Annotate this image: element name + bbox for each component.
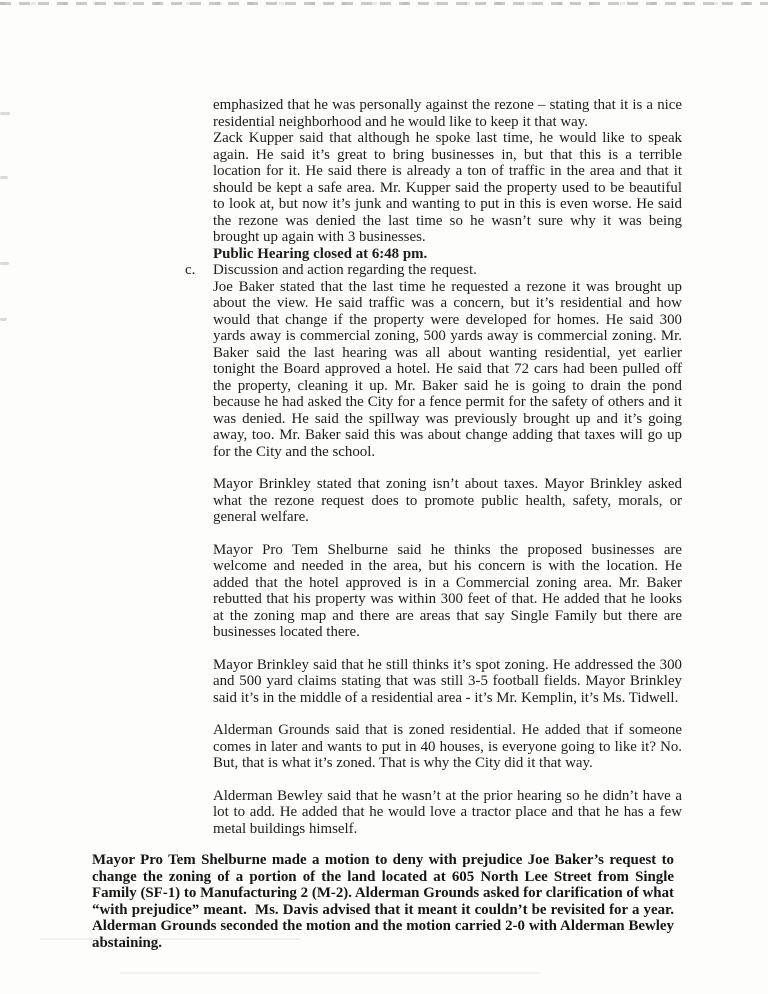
paragraph-joe-baker: Joe Baker stated that the last time he requested a rezone it was brought up about the view. He said traffic was a concern, but it’s residential and how would that change if the property were developed for homes. He said 300 yards away is commercial zoning, 500 yards away is commercial zoning. Mr. Baker said the last hearing was all about wanting residential, yet earlier tonight the Board approved a hotel. He said that 72 cars had been pulled off the property, cleaning it up. Mr. Baker said he is going to drain the pond because he had asked the City for a fence permit for the safety of others and it was denied. He said the spillway was previously brought up and it’s going away, too. Mr. Baker said this was about change adding that taxes will go up for the City and the school.	[213, 278, 682, 460]
agenda-item-c-marker: c.	[185, 262, 196, 278]
scan-smudge	[40, 938, 300, 940]
agenda-item-c	[185, 262, 682, 279]
scan-artifact-top-edge	[0, 2, 768, 5]
paragraph-emphasized-against-rezone: emphasized that he was personally against the rezone – stating that it is a nice residential neighborhood and he would like to keep it that way.	[213, 97, 682, 130]
scan-smudge	[0, 262, 9, 265]
paragraph-brinkley-taxes: Mayor Brinkley stated that zoning isn’t about taxes. Mayor Brinkley asked what the rezone request does to promote public health, safety, morals, or general welfare.	[213, 476, 682, 525]
agenda-item-c-text: Discussion and action regarding the request.	[213, 262, 477, 278]
motion-to-deny-paragraph: Mayor Pro Tem Shelburne made a motion to deny with prejudice Joe Baker’s request to change the zoning of a portion of the land located at 605 North Lee Street from Single Family (SF-1) to Manufacturing 2 (M-2). Alderman Grounds asked for clarification of what “with prejudice” meant. Ms. Davis advised that it meant it couldn’t be revisited for a year. Alderman Grounds seconded the motion and the motion carried 2-0 with Alderman Bewley abstaining.	[92, 852, 678, 951]
paragraph-grounds-zoned-residential: Alderman Grounds said that is zoned residential. He added that if someone comes in later and wants to put in 40 houses, is everyone going to like it? No. But, that is what it’s zoned. That is why the City did it that way.	[213, 722, 682, 771]
scan-smudge	[120, 972, 540, 974]
scan-smudge	[0, 318, 7, 321]
paragraph-shelburne-location: Mayor Pro Tem Shelburne said he thinks the proposed businesses are welcome and needed in the area, but his concern is with the location. He added that the hotel approved is in a Commercial zoning area. Mr. Baker rebutted that his property was within 300 feet of that. He added that he looks at the zoning map and there are areas that say Single Family but there are businesses located there.	[213, 541, 682, 640]
paragraph-zack-kupper: Zack Kupper said that although he spoke last time, he would like to speak again. He said it’s great to bring businesses in, but that this is a terrible location for it. He said there is already a ton of traffic in the area and that it should be kept a safe area. Mr. Kupper said the property used to be beautiful to look at, but now it’s junk and wanting to put in this is even worse. He said the rezone was denied the last time so he wasn’t sure why it was being brought up again with 3 businesses.	[213, 130, 682, 245]
paragraph-brinkley-spot-zoning: Mayor Brinkley said that he still thinks it’s spot zoning. He addressed the 300 and 500 yard claims stating that was still 3-5 football fields. Mayor Brinkley said it’s in the middle of a residential area - it’s Mr. Kemplin, it’s Ms. Tidwell.	[213, 656, 682, 706]
minutes-body-column	[185, 0, 682, 837]
paragraph-bewley: Alderman Bewley said that he wasn’t at the prior hearing so he didn’t have a lot to add. He added that he would love a tractor place and that he has a few metal buildings himself.	[213, 787, 682, 837]
scan-smudge	[0, 176, 8, 179]
public-hearing-closed-line: Public Hearing closed at 6:48 pm.	[213, 245, 428, 262]
scan-smudge	[0, 112, 10, 115]
